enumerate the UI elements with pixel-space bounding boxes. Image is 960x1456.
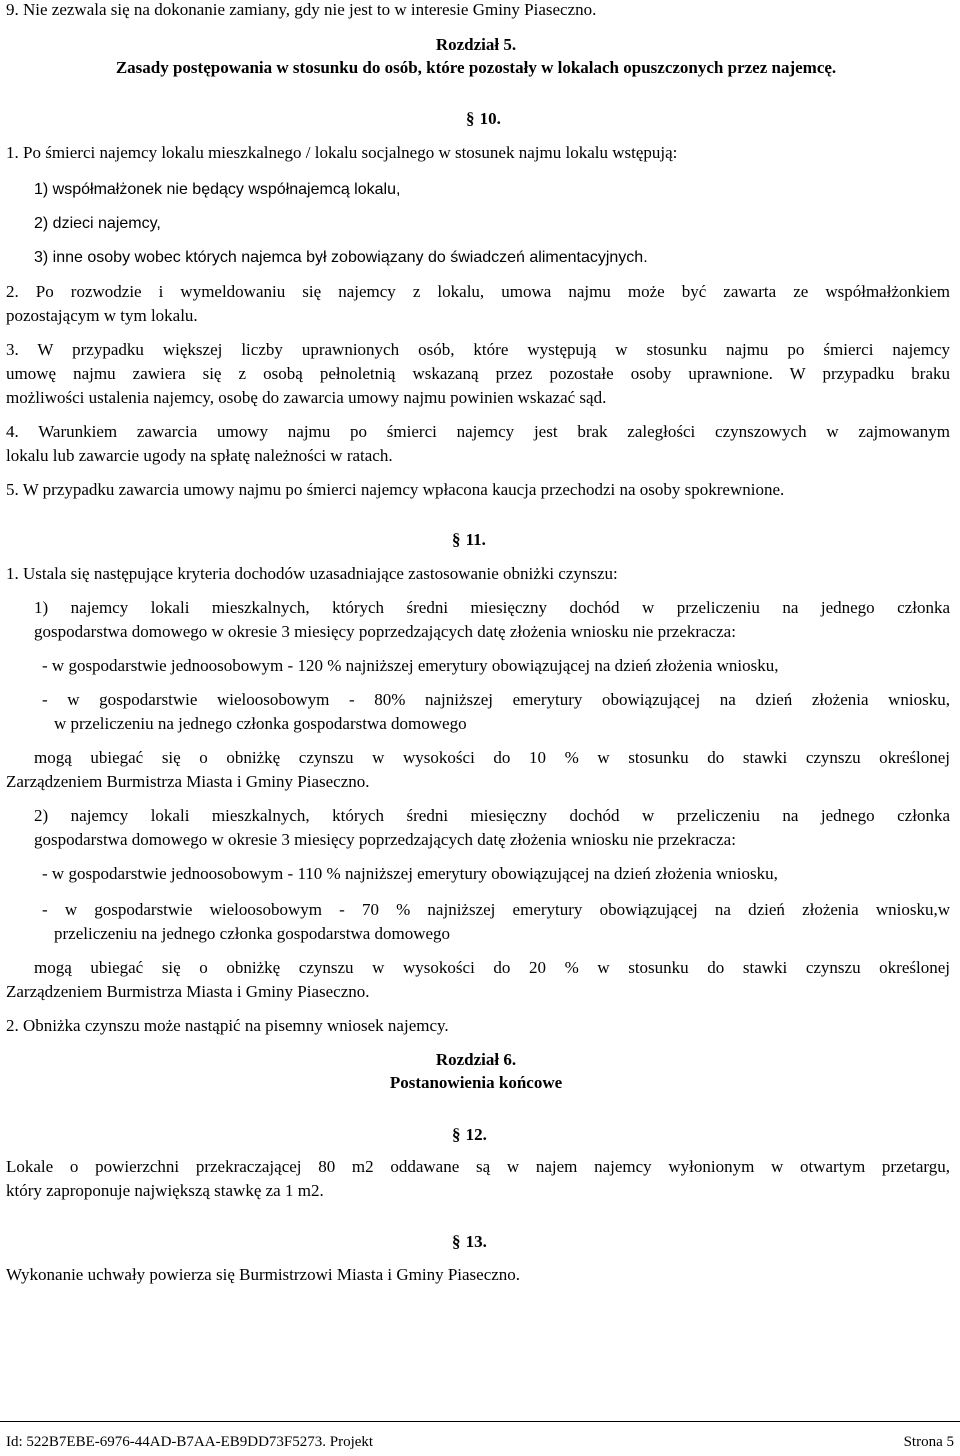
footer-divider — [0, 1421, 960, 1422]
section-10-number — [466, 108, 501, 130]
paragraph-10-3-line-3: możliwości ustalenia najemcy, osobę do zawarcia umowy najmu powinien wskazać sąd. — [6, 388, 607, 407]
item-11-1-2-line-2: gospodarstwa domowego w okresie 3 miesięcy poprzedzających datę złożenia wniosku nie przekracza: — [34, 830, 736, 849]
chapter-6-heading: Rozdział 6. — [435, 1050, 517, 1069]
paragraph-12-line-1: Lokale o powierzchni przekraczającej 80 m2 oddawane są w najem najemcy wyłonionym w otwartym przetargu, — [6, 1157, 950, 1176]
item-11-1-2-line-1: 2) najemcy lokali mieszkalnych, których średni miesięczny dochód w przeliczeniu na jednego członka — [34, 806, 950, 825]
paragraph-10-2-line-1: 2. Po rozwodzie i wymeldowaniu się najemcy z lokalu, umowa najmu może być zawarta ze współmałżonkiem — [6, 282, 950, 301]
paragraph-10-2-line-2: pozostającym w tym lokalu. — [6, 306, 198, 325]
paragraph-10-1 — [6, 143, 958, 163]
section-sign-icon: § — [452, 1125, 461, 1144]
item-11-1-1-dash-2-line-2: w przeliczeniu na jednego członka gospodarstwa domowego — [54, 714, 467, 733]
list-item-10-1-3: 3) inne osoby wobec których najemca był zobowiązany do świadczeń alimentacyjnych. — [34, 249, 648, 266]
item-11-1-1-line-1: 1) najemcy lokali mieszkalnych, których średni miesięczny dochód w przeliczeniu na jednego członka — [34, 598, 950, 617]
paragraph-10-5: 5. W przypadku zawarcia umowy najmu po śmierci najemcy wpłacona kaucja przechodzi na osoby spokrewnione. — [6, 480, 785, 499]
footer-page-number: Strona 5 — [903, 1434, 954, 1450]
item-11-1-2-dash-2-line-1: - w gospodarstwie wieloosobowym - 70 % najniższej emerytury obowiązującej na dzień złożenia wniosku,w — [42, 900, 950, 919]
item-11-1-1-conclusion-line-2: Zarządzeniem Burmistrza Miasta i Gminy Piaseczno. — [6, 772, 370, 791]
section-12-number — [452, 1124, 487, 1146]
section-12-label: 12. — [465, 1125, 487, 1144]
section-sign-icon: § — [466, 109, 475, 128]
paragraph-11-2: 2. Obniżka czynszu może nastąpić na pisemny wniosek najemcy. — [6, 1016, 449, 1035]
section-sign-icon: § — [452, 1232, 461, 1251]
footer-document-id: Id: 522B7EBE-6976-44AD-B7AA-EB9DD73F5273. Projekt — [6, 1434, 374, 1450]
list-item-10-1-2: 2) dzieci najemcy, — [34, 215, 161, 232]
chapter-6-title: Postanowienia końcowe — [389, 1073, 563, 1092]
paragraph-10-3-line-1: 3. W przypadku większej liczby uprawnionych osób, które występują w stosunku najmu po śmierci najemcy — [6, 340, 950, 359]
paragraph-10-4-line-1: 4. Warunkiem zawarcia umowy najmu po śmierci najemcy jest brak zaległości czynszowych w zajmowanym — [6, 422, 950, 441]
item-11-1-2-dash-2-line-2: przeliczeniu na jednego członka gospodarstwa domowego — [54, 924, 451, 943]
item-11-1-1-conclusion-line-1: mogą ubiegać się o obniżkę czynszu w wysokości do 10 % w stosunku do stawki czynszu określonej — [34, 748, 950, 767]
section-sign-icon: § — [452, 530, 461, 549]
paragraph-10-3-line-2: umowę najmu zawiera się z osobą pełnoletnią wskazaną przez pozostałe osoby uprawnione. W przypadku braku — [6, 364, 950, 383]
paragraph-13: Wykonanie uchwały powierza się Burmistrzowi Miasta i Gminy Piaseczno. — [6, 1265, 521, 1284]
paragraph-11-1: 1. Ustala się następujące kryteria dochodów uzasadniające zastosowanie obniżki czynszu: — [6, 564, 618, 583]
chapter-5-title: Zasady postępowania w stosunku do osób, które pozostały w lokalach opuszczonych przez najemcę. — [115, 58, 837, 77]
item-11-1-2-conclusion-line-2: Zarządzeniem Burmistrza Miasta i Gminy Piaseczno. — [6, 982, 370, 1001]
item-11-1-2-dash-1: - w gospodarstwie jednoosobowym - 110 % najniższej emerytury obowiązującej na dzień złożenia wniosku, — [42, 864, 778, 883]
item-11-1-1-line-2: gospodarstwa domowego w okresie 3 miesięcy poprzedzających datę złożenia wniosku nie przekracza: — [34, 622, 736, 641]
paragraph-10-1-text: 1. Po śmierci najemcy lokalu mieszkalnego / lokalu socjalnego w stosunek najmu lokalu wstępują: — [6, 143, 678, 162]
section-11-number — [452, 529, 486, 551]
list-item-10-1-1: 1) współmałżonek nie będący współnajemcą lokalu, — [34, 181, 401, 198]
item-11-1-2-conclusion-line-1: mogą ubiegać się o obniżkę czynszu w wysokości do 20 % w stosunku do stawki czynszu określonej — [34, 958, 950, 977]
chapter-5-heading: Rozdział 5. — [435, 35, 517, 54]
paragraph-12-line-2: który zaproponuje największą stawkę za 1 m2. — [6, 1181, 324, 1200]
paragraph-10-4-line-2: lokalu lub zawarcie ugody na spłatę należności w ratach. — [6, 446, 393, 465]
section-10-label: 10. — [479, 109, 501, 128]
item-11-1-1-dash-1: - w gospodarstwie jednoosobowym - 120 % najniższej emerytury obowiązującej na dzień złożenia wniosku, — [42, 656, 779, 675]
item-11-1-1-dash-2-line-1: - w gospodarstwie wieloosobowym - 80% najniższej emerytury obowiązującej na dzień złożenia wniosku, — [42, 690, 950, 709]
paragraph-9-1: 9. Nie zezwala się na dokonanie zamiany, gdy nie jest to w interesie Gminy Piaseczno. — [6, 0, 597, 19]
section-11-label: 11. — [465, 530, 486, 549]
section-13-label: 13. — [465, 1232, 487, 1251]
section-13-number — [452, 1231, 487, 1253]
